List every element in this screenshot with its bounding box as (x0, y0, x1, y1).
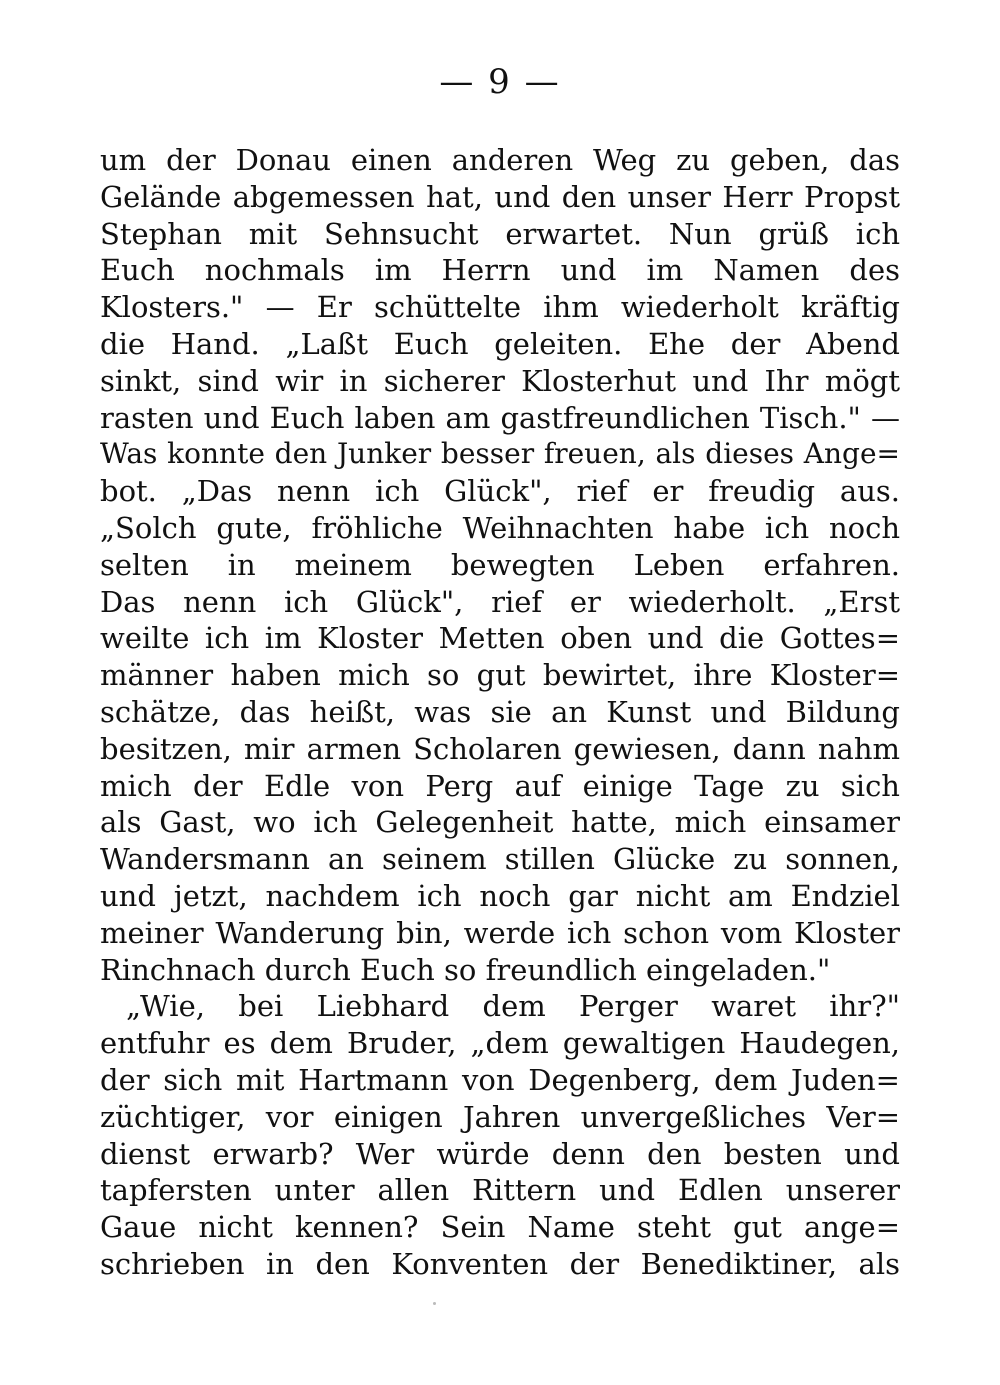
body-text (100, 142, 900, 1283)
text-line: und jetzt, nachdem ich noch gar nicht am Endziel (100, 878, 900, 913)
text-line: dienst erwarb? Wer würde denn den besten und (100, 1136, 900, 1171)
text-line: als Gast, wo ich Gelegenheit hatte, mich einsamer (100, 805, 900, 840)
text-line: männer haben mich so gut bewirtet, ihre Kloster= (100, 658, 900, 693)
text-line: mich der Edle von Perg auf einige Tage zu sich (100, 768, 900, 803)
text-line: rasten und Euch laben am gastfreundlichen Tisch." — (100, 400, 900, 435)
text-line: bot. „Das nenn ich Glück", rief er freudig aus. (100, 474, 900, 509)
text-line: meiner Wanderung bin, werde ich schon vom Kloster (100, 915, 900, 950)
page-number: — 9 — (439, 62, 561, 102)
text-line: Das nenn ich Glück", rief er wiederholt. „Erst (100, 584, 900, 619)
text-line: „Wie, bei Liebhard dem Perger waret ihr?" (126, 989, 900, 1024)
text-line: „Solch gute, fröhliche Weihnachten habe ich noch (100, 510, 900, 545)
text-line: Gelände abgemessen hat, und den unser Herr Propst (100, 179, 900, 214)
text-line: tapfersten unter allen Rittern und Edlen unserer (100, 1173, 900, 1208)
text-line: selten in meinem bewegten Leben erfahren. (100, 547, 900, 582)
text-line: der sich mit Hartmann von Degenberg, dem Juden= (100, 1062, 900, 1097)
text-line: schätze, das heißt, was sie an Kunst und Bildung (100, 694, 900, 729)
scan-speck (433, 1302, 436, 1305)
text-line: Was konnte den Junker besser freuen, als dieses Ange= (100, 437, 900, 471)
text-line: entfuhr es dem Bruder, „dem gewaltigen Haudegen, (100, 1026, 900, 1061)
text-line: die Hand. „Laßt Euch geleiten. Ehe der Abend (100, 326, 900, 361)
text-line: sinkt, sind wir in sicherer Klosterhut und Ihr mögt (100, 363, 900, 398)
text-line: Wandersmann an seinem stillen Glücke zu sonnen, (100, 842, 900, 877)
text-line: besitzen, mir armen Scholaren gewiesen, dann nahm (100, 731, 900, 766)
text-line: Klosters." — Er schüttelte ihm wiederholt kräftig (100, 290, 900, 325)
text-line: Gaue nicht kennen? Sein Name steht gut ange= (100, 1210, 900, 1245)
text-line: um der Donau einen anderen Weg zu geben, das (100, 143, 900, 177)
text-line: Rinchnach durch Euch so freundlich eingeladen." (100, 952, 831, 987)
text-line: weilte ich im Kloster Metten oben und die Gottes= (100, 621, 900, 656)
text-line: Euch nochmals im Herrn und im Namen des (100, 253, 900, 288)
text-line: schrieben in den Konventen der Benediktiner, als (100, 1246, 900, 1281)
text-line: züchtiger, vor einigen Jahren unvergeßliches Ver= (100, 1099, 900, 1134)
text-line: Stephan mit Sehnsucht erwartet. Nun grüß ich (100, 216, 900, 251)
